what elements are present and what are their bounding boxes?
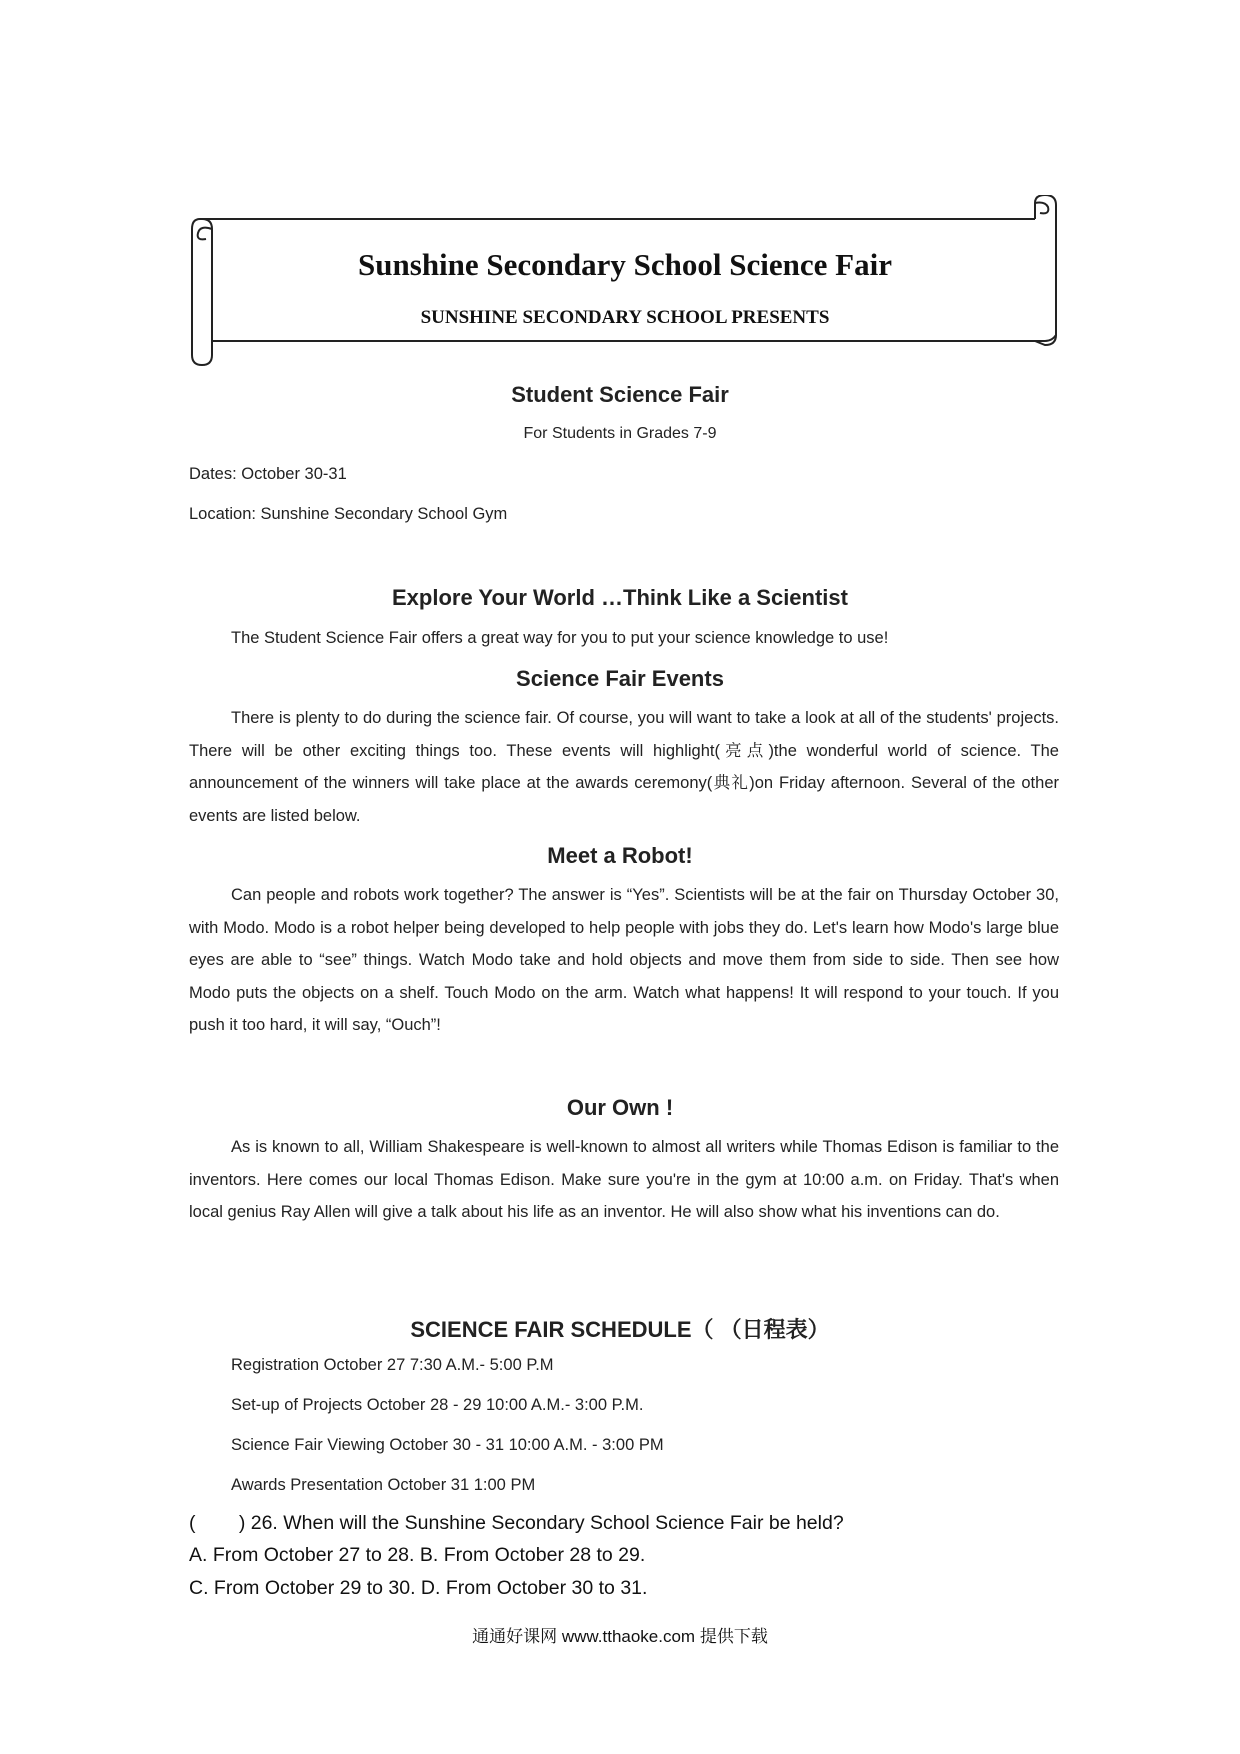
schedule-item: Science Fair Viewing October 30 - 31 10:00 A.M. - 3:00 PM (231, 1436, 664, 1454)
events-text: There is plenty to do during the science fair. Of course, you will want to take a look at all of the students' projects. There will be other exciting things too. These events will highlight(亮点)the wonderful world of science. The announcement of the winners will take place at the awards ceremony(典礼)on Friday afternoon. Several of the other events are listed below. (189, 709, 1059, 825)
schedule-heading: SCIENCE FAIR SCHEDULE（ （日程表） (410, 1317, 830, 1342)
explore-text: The Student Science Fair offers a great way for you to put your science knowledge to use! (231, 629, 889, 647)
question-options-ab: A. From October 27 to 28. B. From October 28 to 29. (189, 1544, 646, 1566)
fair-location: Location: Sunshine Secondary School Gym (189, 505, 508, 523)
robot-heading: Meet a Robot! (547, 843, 693, 868)
events-heading: Science Fair Events (516, 666, 724, 691)
own-text: As is known to all, William Shakespeare is well-known to almost all writers while Thomas Edison is familiar to the inventors. Here comes our local Thomas Edison. Make sure you're in the gym at 10:00 a.m. on Friday. That's when local genius Ray Allen will give a talk about his life as an inventor. He will also show what his inventions can do. (189, 1138, 1059, 1221)
question-options-cd: C. From October 29 to 30. D. From October 30 to 31. (189, 1577, 648, 1599)
schedule-item: Set-up of Projects October 28 - 29 10:00 A.M.- 3:00 P.M. (231, 1396, 644, 1414)
question-stem: ( ) 26. When will the Sunshine Secondary School Science Fair be held? (189, 1512, 844, 1534)
scroll-banner (190, 195, 1060, 370)
explore-heading: Explore Your World …Think Like a Scientist (392, 585, 848, 610)
banner-subtitle: SUNSHINE SECONDARY SCHOOL PRESENTS (420, 307, 830, 328)
schedule-item: Registration October 27 7:30 A.M.- 5:00 P.M (231, 1356, 554, 1374)
footer-text: 通通好课网 www.tthaoke.com 提供下载 (472, 1627, 768, 1646)
fair-grades: For Students in Grades 7-9 (523, 425, 717, 442)
schedule-item: Awards Presentation October 31 1:00 PM (231, 1476, 536, 1494)
fair-dates: Dates: October 30-31 (189, 465, 347, 483)
robot-text: Can people and robots work together? The answer is “Yes”. Scientists will be at the fair on Thursday October 30, with Modo. Modo is a robot helper being developed to help people with jobs they do. Let's learn how Modo's large blue eyes are able to “see” things. Watch Modo take and hold objects and move them from side to side. Then see how Modo puts the objects on a shelf. Touch Modo on the arm. Watch what happens! It will respond to your touch. If you push it too hard, it will say, “Ouch”! (189, 886, 1059, 1034)
banner-title: Sunshine Secondary School Science Fair (358, 247, 892, 282)
fair-heading: Student Science Fair (511, 382, 729, 407)
own-heading: Our Own ! (566, 1095, 674, 1120)
